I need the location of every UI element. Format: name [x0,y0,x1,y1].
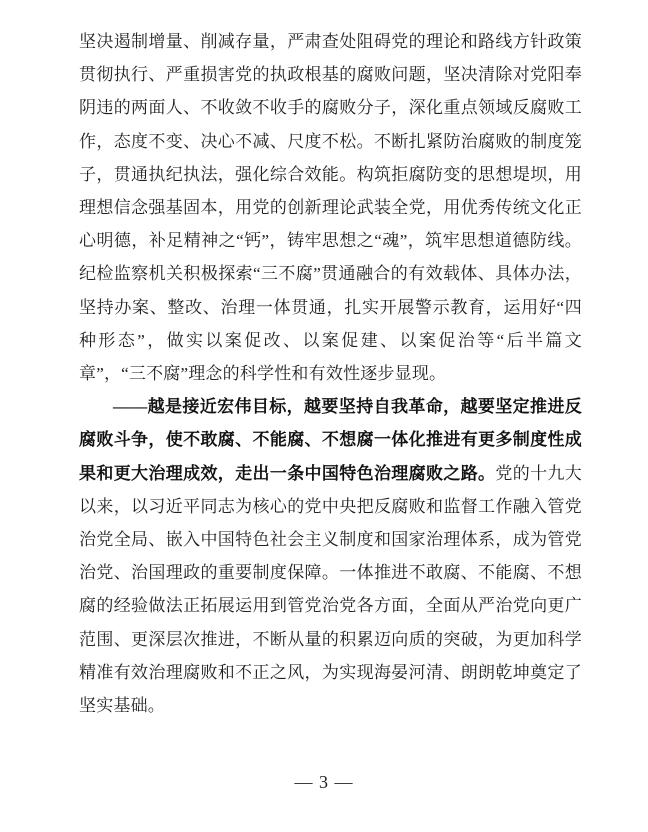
body-paragraph: 坚决遏制增量、削减存量，严肃查处阻碍党的理论和路线方针政策贯彻执行、严重损害党的执政根基的腐败问题，坚决清除对党阳奉阴违的两面人、不收敛不收手的腐败分子，深化重点领域反腐败工作，态度不变、决心不减、尺度不松。不断扎紧防治腐败的制度笼子，贯通执纪执法，强化综合效能。构筑拒腐防变的思想堤坝，用理想信念强基固本，用党的创新理论武装全党，用优秀传统文化正心明德，补足精神之“钙”，铸牢思想之“魂”，筑牢思想道德防线。纪检监察机关积极探索“三不腐”贯通融合的有效载体、具体办法，坚持办案、整改、治理一体贯通，扎实开展警示教育，运用好“四种形态”，做实以案促改、以案促建、以案促治等“后半篇文章”，“三不腐”理念的科学性和有效性逐步显现。 [79,32,582,384]
page-number: — 3 — [294,772,354,792]
emphasis-bold-text: ——越是接近宏伟目标，越要坚持自我革命，越要坚定推进反腐败斗争，使不敢腐、不能腐、不想腐一体化推进有更多制度性成果和更大治理成效，走出一条中国特色治理腐败之路。 [79,397,582,483]
emphasis-continuation-text: 党的十九大以来，以习近平同志为核心的党中央把反腐败和监督工作融入管党治党全局、嵌入中国特色社会主义制度和国家治理体系，成为管党治党、治国理政的重要制度保障。一体推进不敢腐、不能腐、不想腐的经验做法正拓展运用到管党治党各方面，全面从严治党向更广范围、更深层次推进，不断从量的积累迈向质的突破，为更加科学精准有效治理腐败和不正之风，为实现海晏河清、朗朗乾坤奠定了坚实基础。 [79,463,582,716]
emphasis-paragraph [79,390,582,722]
document-body [79,25,582,722]
